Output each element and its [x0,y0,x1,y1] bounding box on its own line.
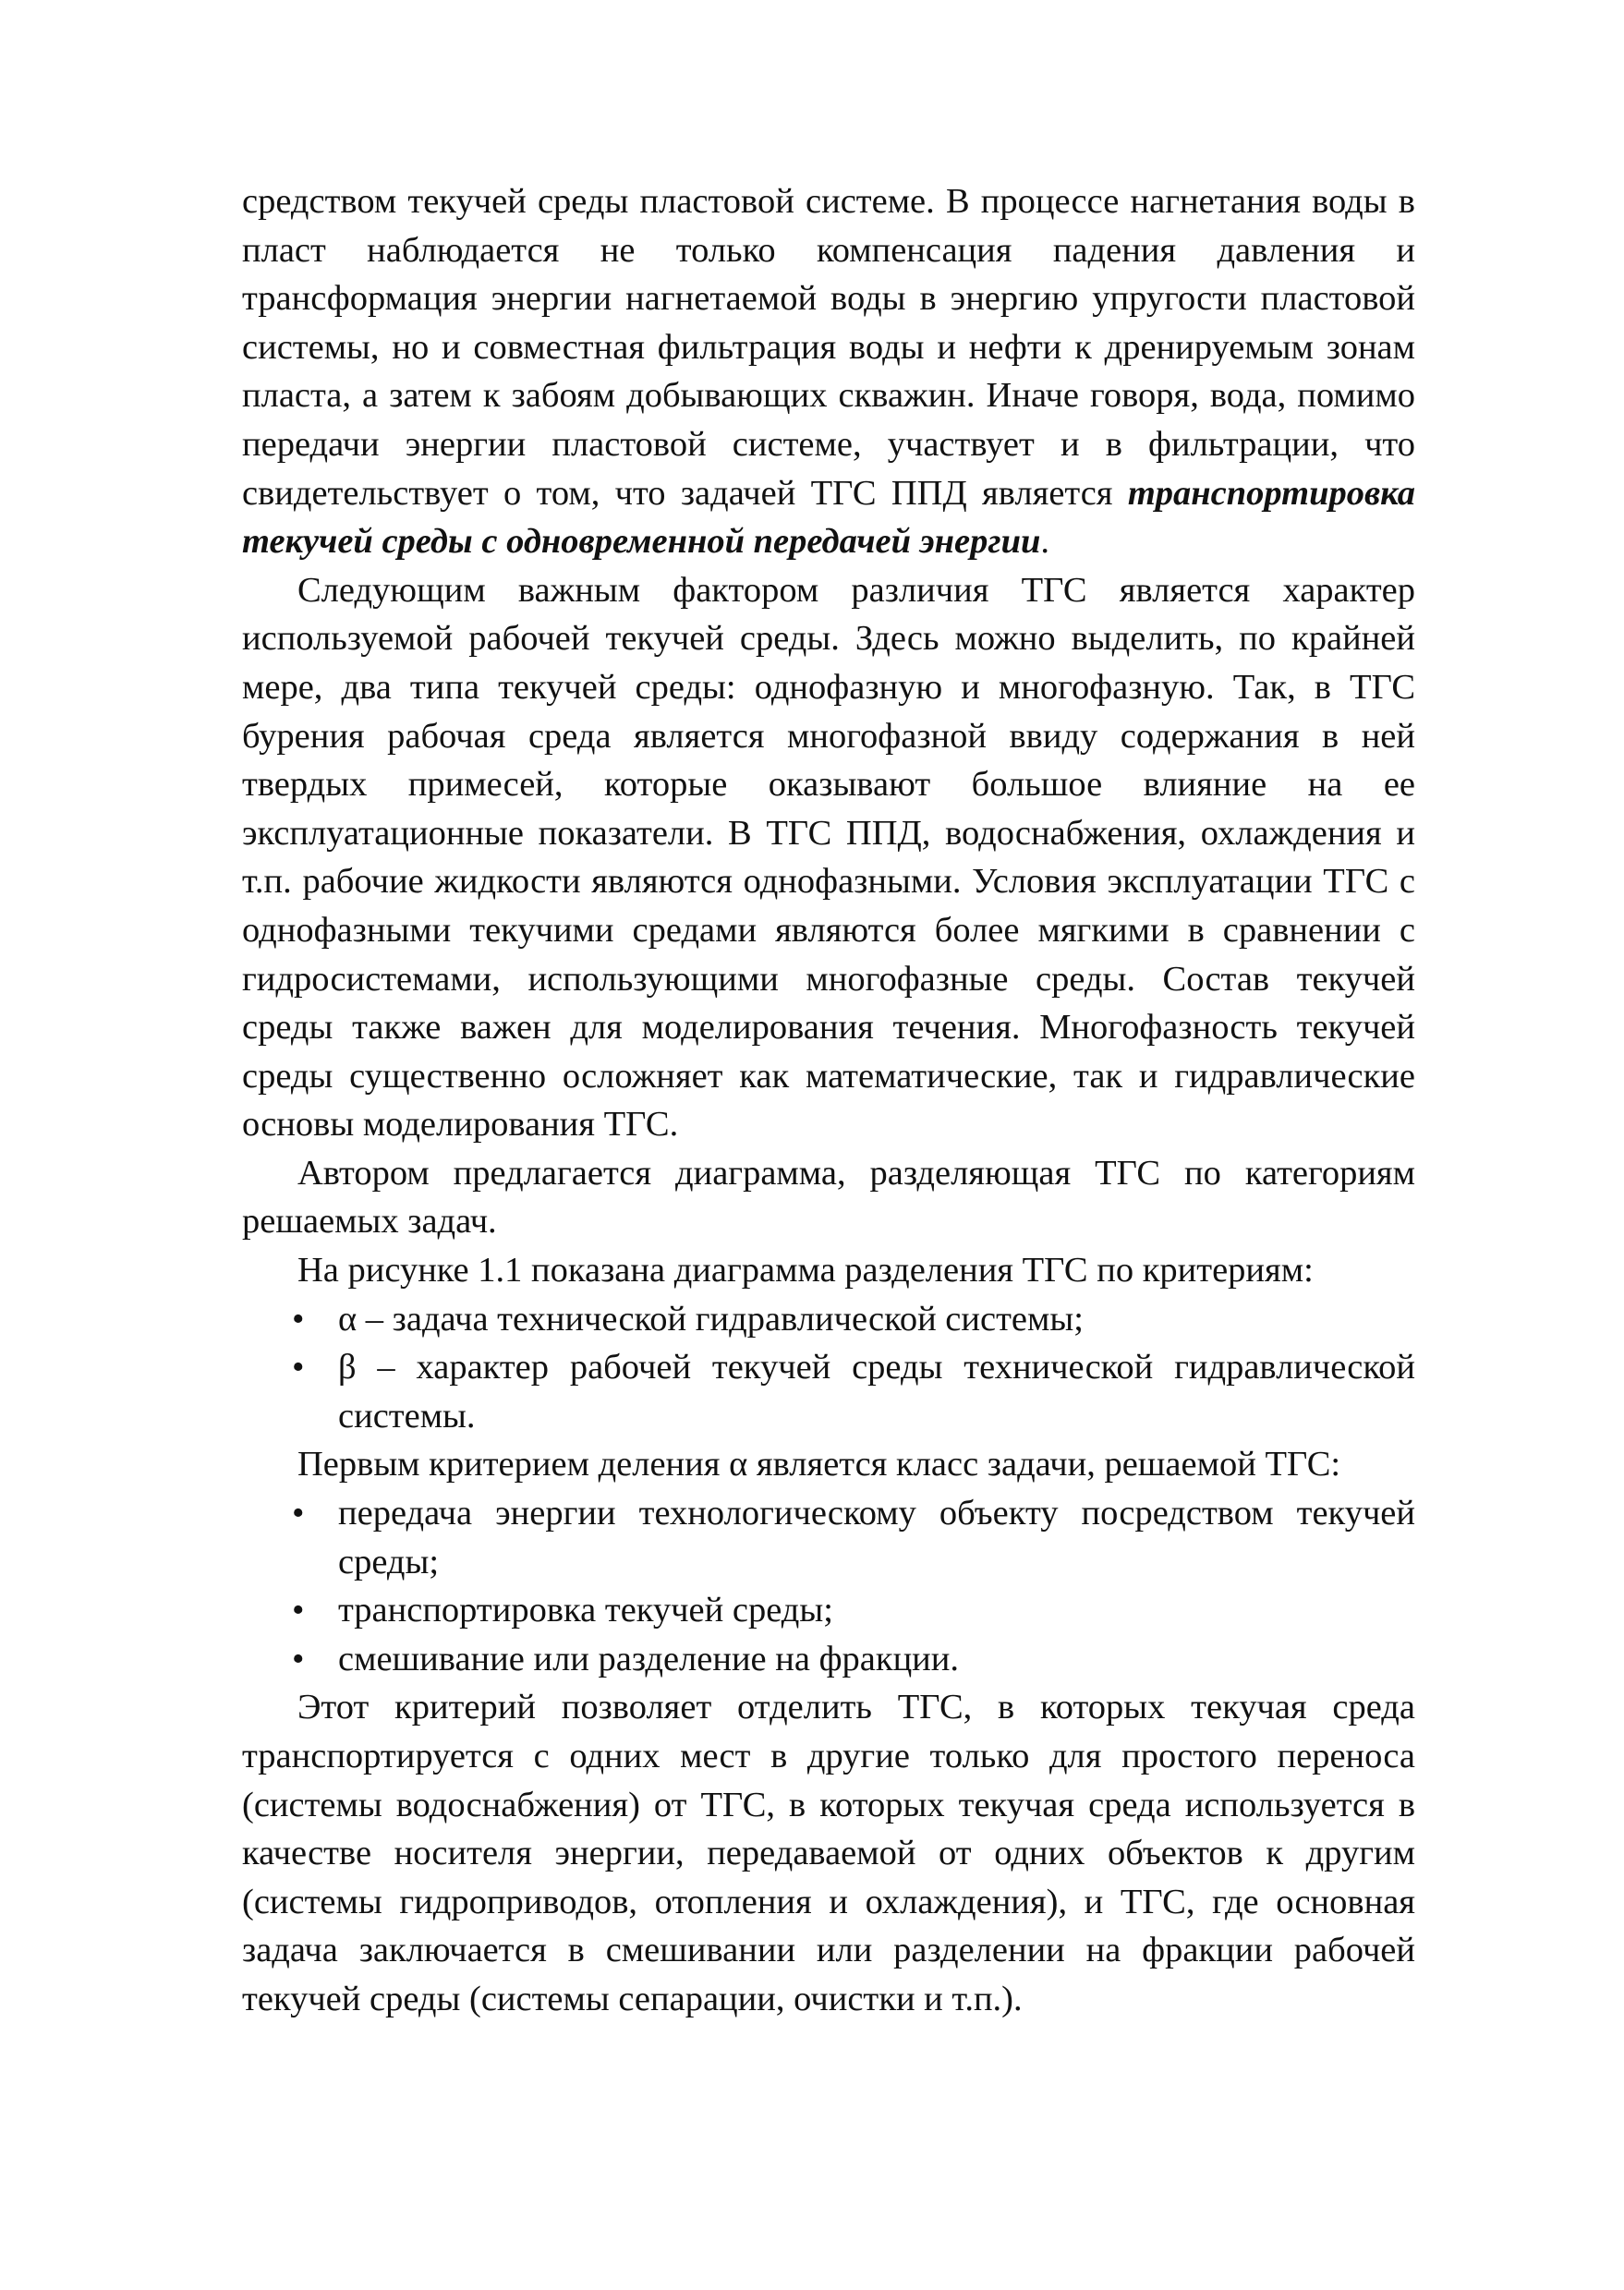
paragraph-1-end: . [1040,522,1050,562]
bullet-icon: • [292,1591,305,1630]
document-page [242,177,1415,2024]
list-item [242,1489,1415,1586]
paragraph-1-emphasis: транспортировка текучей среды с одновременной передачей энергии [242,473,1415,562]
list-item [242,1343,1415,1440]
tasks-list [242,1489,1415,1683]
list-item [242,1586,1415,1635]
list-item-text: транспортировка текучей среды; [338,1591,833,1630]
paragraph-1 [242,177,1415,566]
paragraph-2: Следующим важным фактором различия ТГС является характер используемой рабочей текучей среды. Здесь можно выделить, по крайней мере, два типа текучей среды: однофазную и многофазную. Так, в ТГС бурения рабочая среда является многофазной ввиду содержания в ней твердых примесей, которые оказывают большое влияние на ее эксплуатационные показатели. В ТГС ППД, водоснабжения, охлаждения и т.п. рабочие жидкости являются однофазными. Условия эксплуатации ТГС с однофазными текучими средами являются более мягкими в сравнении с гидросистемами, использующими многофазные среды. Состав текучей среды также важен для моделирования течения. Многофазность текучей среды существенно осложняет как математические, так и гидравлические основы моделирования ТГС. [242,570,1415,1145]
list-item [242,1295,1415,1344]
bullet-icon: • [292,1494,305,1533]
bullet-icon: • [292,1299,305,1339]
paragraph-1-text: средством текучей среды пластовой системе. В процессе нагнетания воды в пласт наблюдается не только компенсация падения давления и трансформация энергии нагнетаемой воды в энергию упругости пластовой системы, но и совместная фильтрация воды и нефти к дренируемым зонам пласта, а затем к забоям добывающих скважин. Иначе говоря, вода, помимо передачи энергии пластовой системе, участвует и в фильтрации, что свидетельствует о том, что задачей ТГС ППД является [242,182,1415,513]
paragraph-5: Первым критерием деления α является класс задачи, решаемой ТГС: [297,1445,1341,1484]
list-item-text: смешивание или разделение на фракции. [338,1639,960,1678]
paragraph-3: Автором предлагается диаграмма, разделяющая ТГС по категориям решаемых задач. [242,1153,1415,1242]
list-item-text: β – характер рабочей текучей среды технической гидравлической системы. [338,1348,1415,1436]
bullet-icon: • [292,1639,305,1678]
list-item [242,1635,1415,1684]
list-item-text: α – задача технической гидравлической системы; [338,1299,1084,1339]
list-item-text: передача энергии технологическому объекту посредством текучей среды; [338,1494,1415,1581]
paragraph-6: Этот критерий позволяет отделить ТГС, в которых текучая среда транспортируется с одних мест в другие только для простого переноса (системы водоснабжения) от ТГС, в которых текучая среда используется в качестве носителя энергии, передаваемой от одних объектов к другим (системы гидроприводов, отопления и охлаждения), и ТГС, где основная задача заключается в смешивании или разделении на фракции рабочей текучей среды (системы сепарации, очистки и т.п.). [242,1688,1415,2018]
paragraph-4: На рисунке 1.1 показана диаграмма разделения ТГС по критериям: [297,1251,1314,1290]
bullet-icon: • [292,1348,305,1387]
criteria-list [242,1295,1415,1441]
